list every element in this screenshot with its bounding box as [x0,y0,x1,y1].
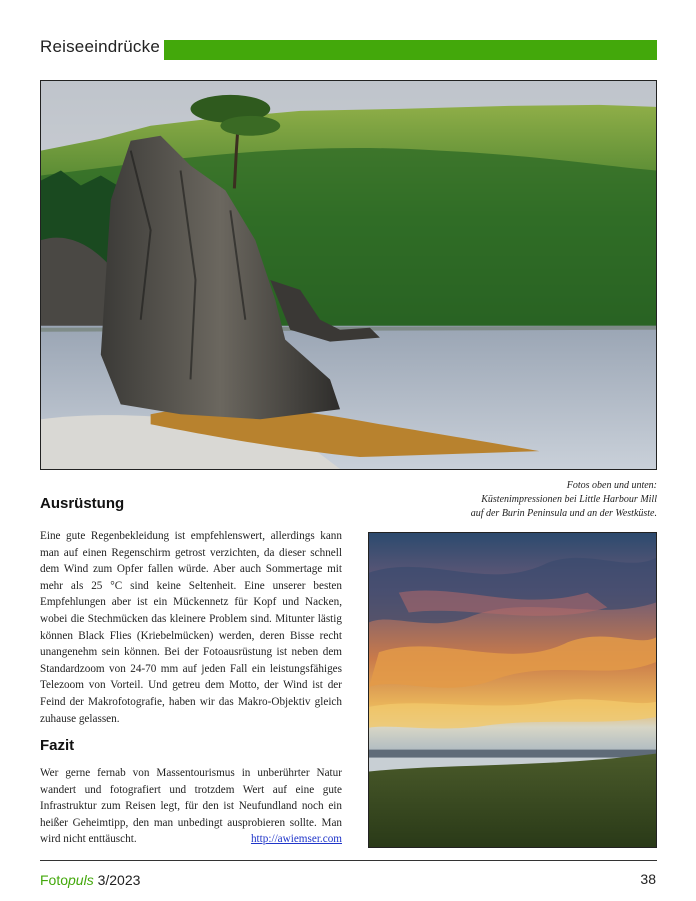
photo-caption [471,479,657,521]
caption-line-2: Küstenimpressionen bei Little Harbour Mill [481,494,657,505]
section-text-fazit-block [40,765,342,848]
page-number: 38 [640,871,656,887]
magazine-brand [40,872,140,888]
footer-rule [40,860,657,861]
caption-line-1: Fotos oben und unten: [566,480,657,491]
author-website-link[interactable]: http://awiemser.com [250,833,342,846]
issue-number: 3/2023 [93,872,141,888]
brand-puls: puls [68,872,94,888]
sunset-meadow-photo [368,532,657,848]
section-title-fazit: Fazit [40,737,75,754]
section-text-ausruestung: Eine gute Regenbekleidung ist empfehlenswert, allerdings kann man auf einen Regenschirm getrost verzichten, da dieser schnell dem Wind zum Opfer fallen würde. Aber auch Sommertage mit mehr als 25 °C sind keine Seltenheit. Eine unserer besten Empfehlungen aber ist ein Mückennetz für Kopf und Nacken, wobei die Stechmücken das kleinere Problem sind. Mitunter lästig können Black Flies (Kriebelmücken) werden, deren Bisse recht unangenehm sein können. Bei der Fotoausrüstung ist neben dem Standardzoom von 24-70 mm auf jeden Fall ein leistungsfähiges Telezoom von Vorteil. Und getreu dem Motto, der Wind ist der Feind der Makrofotografie, haben wir das Makro-Objektiv gleich zuhause gelassen. [40,530,342,725]
coastal-rock-photo [40,80,657,470]
section-title-ausruestung: Ausrüstung [40,495,125,512]
brand-foto: Foto [40,872,69,888]
section-text-fazit: Wer gerne fernab von Massentourismus in unberührter Natur wandert und fotografiert und trotzdem Wert auf eine gute Infrastruktur zum Reisen legt, für den ist Neufundland noch ein heißer Geheimtipp, den man unbedingt ausprobieren sollte. Man wird nicht enttäuscht. [40,767,342,846]
header-accent-bar [164,40,657,60]
caption-line-3: auf der Burin Peninsula und an der Westküste. [470,508,657,519]
page-header-title: Reiseeindrücke [40,37,160,56]
